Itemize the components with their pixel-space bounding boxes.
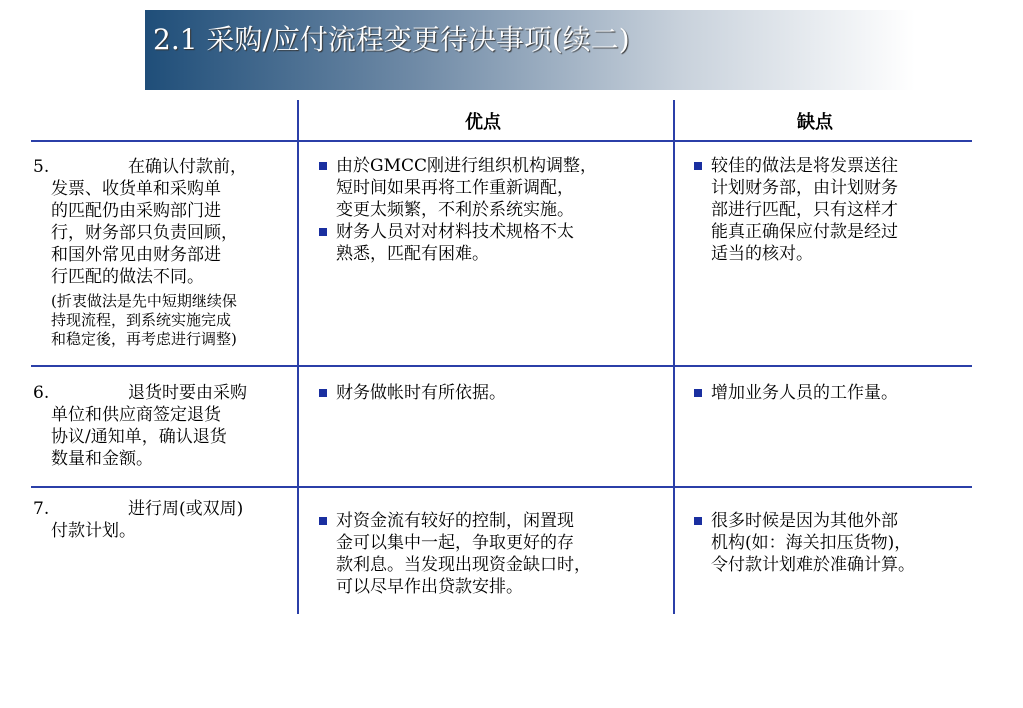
cons-text-line: 能真正确保应付款是经过 — [711, 222, 898, 242]
header-pros: 优点 — [465, 112, 501, 133]
row-item-first-line — [33, 498, 288, 520]
bullet-square-icon — [319, 517, 327, 525]
pros-text-line: 对资金流有较好的控制，闲置现 — [336, 511, 574, 531]
bullet-square-icon — [319, 162, 327, 170]
row-item-text: 行匹配的做法不同。 — [51, 267, 204, 287]
row-note-line: 和稳定後，再考虑进行调整) — [51, 330, 237, 348]
page-title: 2.1 采购/应付流程变更待决事项(续二) — [153, 23, 630, 56]
row-item-cell — [33, 382, 288, 470]
bullet-square-icon — [319, 228, 327, 236]
row-item-text: 在确认付款前， — [128, 157, 247, 177]
cons-bullet-item — [693, 510, 958, 576]
pros-text-line: 财务人员对对材料技术规格不太 — [336, 222, 574, 242]
pros-text-line: 熟悉，匹配有困难。 — [336, 244, 489, 264]
row-note — [33, 292, 288, 349]
pros-bullet-item — [318, 382, 648, 404]
cons-bullet-item — [693, 382, 958, 404]
cons-text-line: 部进行匹配，只有这样才 — [711, 200, 898, 220]
column-divider — [673, 100, 675, 614]
bullet-square-icon — [694, 389, 702, 397]
cons-text-line: 机构(如：海关扣压货物)， — [711, 533, 912, 553]
bullet-square-icon — [694, 162, 702, 170]
row-item-text: 行，财务部只负责回顾， — [51, 223, 238, 243]
pros-text-line: 可以尽早作出贷款安排。 — [336, 577, 523, 597]
row-item-first-line — [33, 156, 288, 178]
cons-cell — [693, 382, 958, 404]
row-item-text: 进行周(或双周) — [128, 499, 244, 519]
cons-text-line: 很多时候是因为其他外部 — [711, 511, 898, 531]
pros-text-line: 财务做帐时有所依据。 — [336, 383, 506, 403]
row-item-text: 的匹配仍由采购部门进 — [51, 201, 221, 221]
pros-cell — [318, 382, 648, 404]
row-item-text: 和国外常见由财务部进 — [51, 245, 221, 265]
row-item-cell — [33, 498, 288, 542]
cons-text-line: 计划财务部，由计划财务 — [711, 178, 898, 198]
row-note-line: 持现流程，到系统实施完成 — [51, 311, 232, 329]
pros-text-line: 款利息。当发现出现资金缺口时， — [336, 555, 591, 575]
row-divider — [31, 486, 972, 488]
row-item-cell — [33, 156, 288, 349]
row-note-line: (折衷做法是先中短期继续保 — [51, 292, 237, 310]
row-item-text: 数量和金额。 — [51, 449, 153, 469]
pros-text-line: 变更太频繁，不利於系统实施。 — [336, 200, 574, 220]
cons-text-line: 令付款计划难於准确计算。 — [711, 555, 915, 575]
row-item-text: 退货时要由采购 — [128, 383, 247, 403]
bullet-square-icon — [694, 517, 702, 525]
cons-bullet-item — [693, 155, 958, 265]
pros-cell — [318, 510, 648, 598]
row-item-text: 单位和供应商签定退货 — [51, 405, 221, 425]
cons-text-line: 较佳的做法是将发票送往 — [711, 156, 898, 176]
pros-cell — [318, 155, 648, 265]
row-divider — [31, 365, 972, 367]
row-number: 7. — [33, 499, 50, 519]
bullet-square-icon — [319, 389, 327, 397]
row-item-first-line — [33, 382, 288, 404]
pros-text-line: 金可以集中一起，争取更好的存 — [336, 533, 574, 553]
pros-bullet-item — [318, 221, 648, 265]
column-divider — [297, 100, 299, 614]
pros-text-line: 由於GMCC刚进行组织机构调整， — [336, 156, 598, 176]
cons-cell — [693, 155, 958, 265]
pros-bullet-item — [318, 155, 648, 221]
row-item-text: 发票、收货单和采购单 — [51, 179, 221, 199]
header-cons: 缺点 — [797, 112, 833, 133]
row-item-text: 协议/通知单，确认退货 — [51, 427, 227, 447]
row-divider — [31, 140, 972, 142]
cons-text-line: 适当的核对。 — [711, 244, 813, 264]
pros-text-line: 短时间如果再将工作重新调配， — [336, 178, 574, 198]
cons-text-line: 增加业务人员的工作量。 — [711, 383, 898, 403]
cons-cell — [693, 510, 958, 576]
row-number: 6. — [33, 383, 50, 403]
pros-bullet-item — [318, 510, 648, 598]
row-number: 5. — [33, 157, 50, 177]
row-item-text: 付款计划。 — [51, 521, 136, 541]
